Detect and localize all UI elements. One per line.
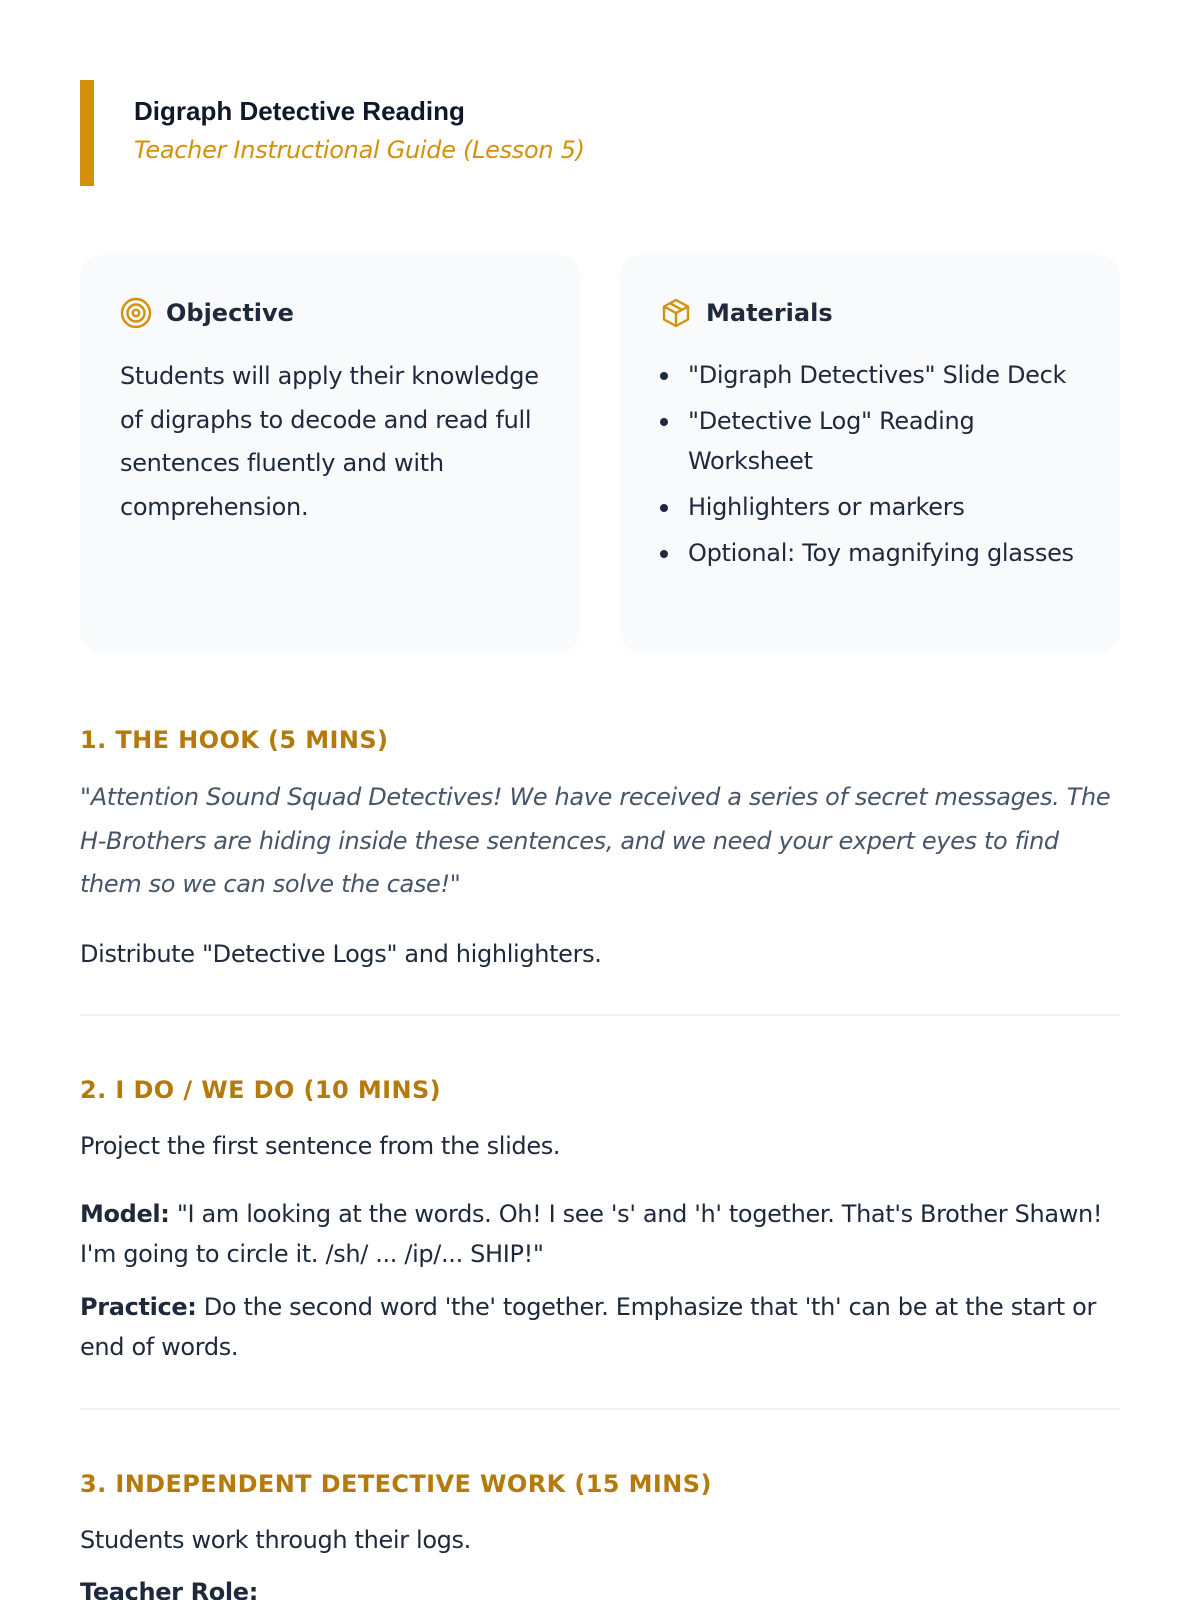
hook-instruction: Distribute "Detective Logs" and highlighters. bbox=[80, 940, 602, 968]
list-item: "Digraph Detectives" Slide Deck bbox=[660, 355, 1100, 395]
section-divider bbox=[80, 1014, 1120, 1016]
section-i-do-we-do bbox=[80, 1076, 1120, 1104]
practice-label: Practice: bbox=[80, 1293, 197, 1321]
objective-text: Students will apply their knowledge of digraphs to decode and read full sentences fluently and with comprehension. bbox=[120, 362, 539, 521]
section-heading: 3. INDEPENDENT DETECTIVE WORK (15 MINS) bbox=[80, 1470, 712, 1498]
model-text: "I am looking at the words. Oh! I see 's' and 'h' together. That's Brother Shawn! I'm going to circle it. /sh/ ... /ip/... SHIP!" bbox=[80, 1200, 1103, 1268]
box-icon bbox=[660, 297, 692, 329]
section-independent-work bbox=[80, 1470, 1120, 1498]
header-accent-bar bbox=[80, 80, 94, 186]
materials-card bbox=[620, 255, 1120, 653]
practice-paragraph bbox=[80, 1287, 1120, 1367]
teacher-role-label: Teacher Role: bbox=[80, 1578, 258, 1600]
target-icon bbox=[120, 297, 152, 329]
hook-quote: "Attention Sound Squad Detectives! We have received a series of secret messages. The H-Brothers are hiding inside these sentences, and we need your expert eyes to find them so we can solve the case!" bbox=[80, 783, 1111, 898]
objective-title: Objective bbox=[166, 299, 294, 327]
page-header bbox=[80, 80, 1080, 186]
objective-card bbox=[80, 255, 580, 653]
materials-header bbox=[660, 297, 833, 329]
model-paragraph bbox=[80, 1194, 1120, 1274]
i-do-instruction: Project the first sentence from the slides. bbox=[80, 1132, 561, 1160]
section-divider bbox=[80, 1408, 1120, 1410]
section-heading: 2. I DO / WE DO (10 MINS) bbox=[80, 1076, 442, 1104]
practice-text: Do the second word 'the' together. Emphasize that 'th' can be at the start or end of words. bbox=[80, 1293, 1096, 1361]
list-item: "Detective Log" Reading Worksheet bbox=[660, 401, 1100, 481]
objective-header bbox=[120, 297, 294, 329]
materials-title: Materials bbox=[706, 299, 833, 327]
section-hook bbox=[80, 726, 1120, 754]
materials-list bbox=[660, 355, 1100, 579]
section-heading: 1. THE HOOK (5 MINS) bbox=[80, 726, 389, 754]
teacher-role-paragraph bbox=[80, 1572, 1120, 1600]
page-subtitle: Teacher Instructional Guide (Lesson 5) bbox=[134, 136, 585, 164]
list-item: Highlighters or markers bbox=[660, 487, 1100, 527]
list-item: Optional: Toy magnifying glasses bbox=[660, 533, 1100, 573]
model-label: Model: bbox=[80, 1200, 170, 1228]
page-title: Digraph Detective Reading bbox=[134, 96, 465, 126]
independent-instruction: Students work through their logs. bbox=[80, 1526, 471, 1554]
